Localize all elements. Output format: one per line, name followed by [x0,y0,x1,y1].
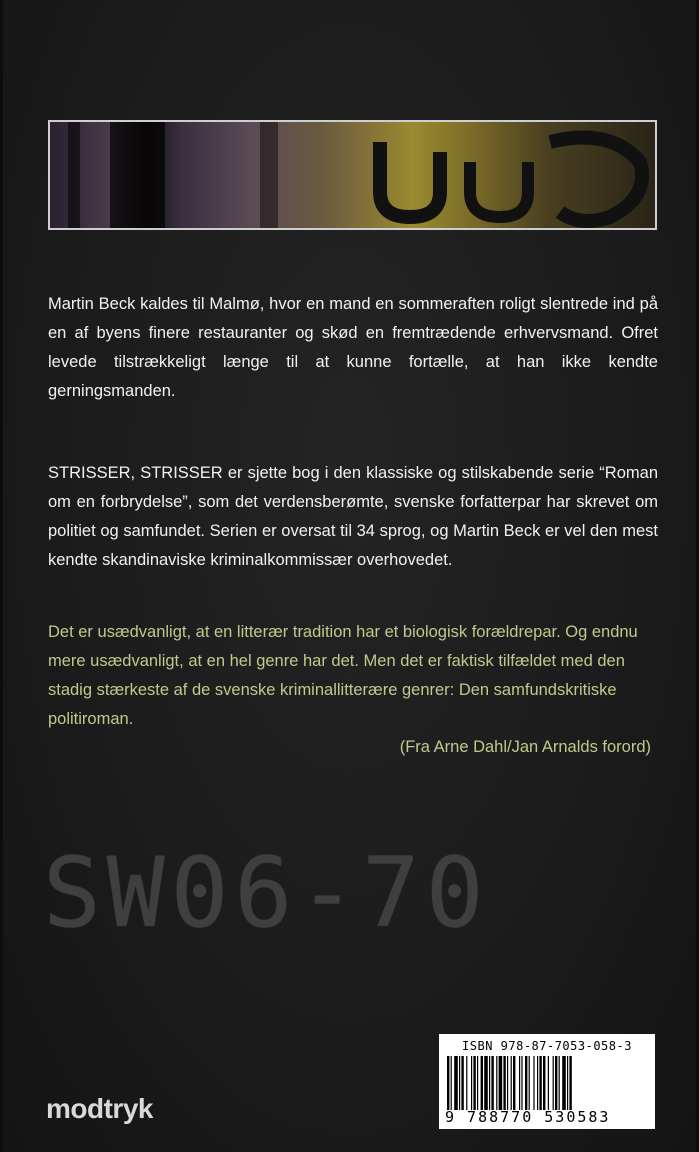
blurb-quote: Det er usædvanligt, at en litterær tradition har et biologisk forældrepar. Og endnu mere usædvanligt, at en hel genre har det. Men det er faktisk tilfældet med den stadig stærkeste af de svenske kriminallitterære genrer: Den samfundskritiske politiroman. [48,623,638,728]
isbn-barcode [439,1034,655,1129]
isbn-number: ISBN 978-87-7053-058-3 [462,1039,632,1053]
blurb-paragraph-2: STRISSER, STRISSER er sjette bog i den klassiske og stilskabende serie “Roman om en forbrydelse”, som det verdensberømte, svenske forfatterpar har skrevet om politiet og samfundet. Serien er oversat til 34 sprog, og Martin Beck er vel den mest kendte skandinaviske kriminalkommissær overhovedet. [48,464,658,569]
publisher-logo: modtryk [46,1093,153,1124]
blurb-paragraph-1: Martin Beck kaldes til Malmø, hvor en mand en sommeraften roligt slentrede ind på en af byens finere restauranter og skød en fremtrædende erhvervsmand. Ofret levede tilstrækkeligt længe til at kunne fortælle, at han ikke kendte gerningsmanden. [48,295,658,400]
series-code-stamp: SW06-70 [43,837,490,949]
handcuffs-image [50,122,657,230]
cover-photo-strip [48,120,657,230]
quote-attribution: (Fra Arne Dahl/Jan Arnalds forord) [399,738,651,756]
barcode-digits: 9 788770 530583 [445,1108,611,1126]
barcode-bars [445,1056,649,1110]
